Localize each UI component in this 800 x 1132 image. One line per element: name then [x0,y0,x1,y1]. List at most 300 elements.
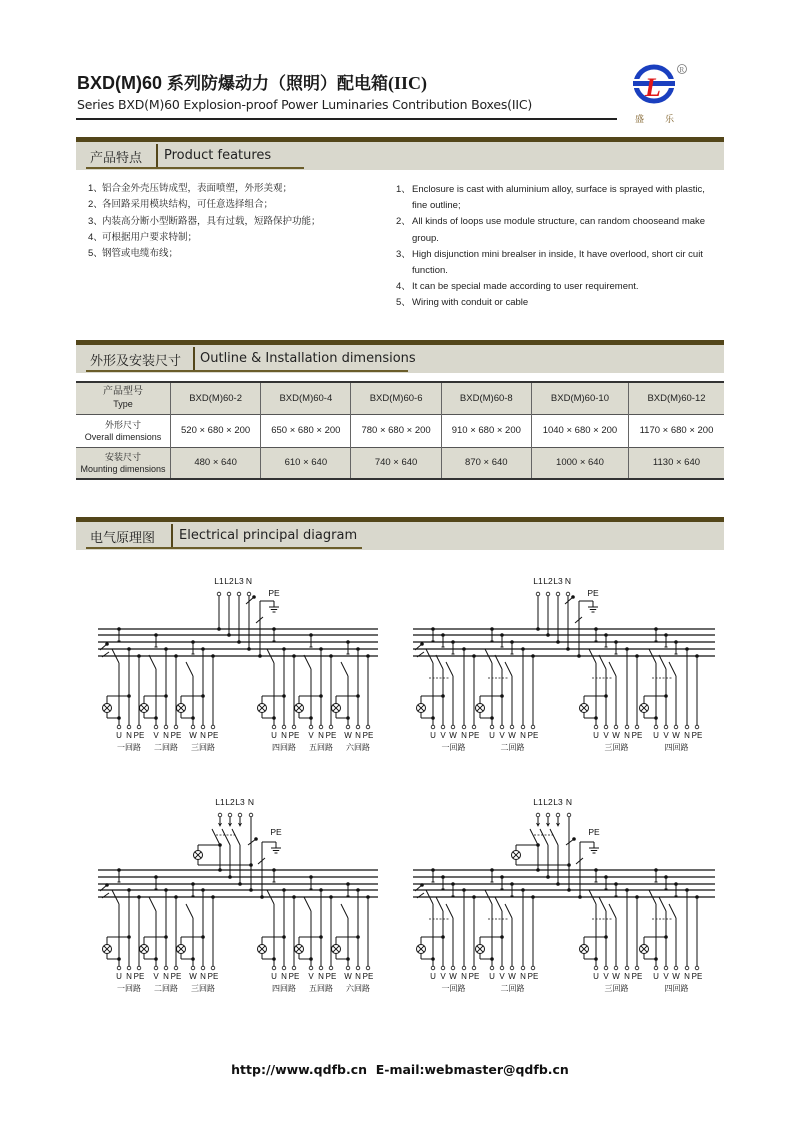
terminal [472,966,476,970]
table-row-type [76,382,724,414]
table-cell: BXD(M)60-12 [628,382,724,414]
terminal [635,966,639,970]
terminal-label: N [200,731,206,740]
terminal [282,725,286,729]
terminal-label: N [318,731,324,740]
feature-text: 钢管或电缆布线； [102,248,179,260]
title-divider [76,118,617,120]
logo-letter: L [645,73,661,102]
supply-label-l2: L2 [543,797,553,807]
terminal-label: N [684,731,690,740]
junction-dot [490,716,494,720]
terminal [329,725,333,729]
circuit-diagram-three-phase-main-breaker [405,790,725,1000]
junction-dot [201,694,205,698]
title-model: BXD(M)60 [77,73,163,93]
terminal [664,966,668,970]
terminal [292,966,296,970]
terminal-label: PE [170,972,182,981]
feature-number: 3、 [396,248,411,260]
terminal-label: W [612,972,620,981]
terminal [249,813,253,817]
terminal [594,966,598,970]
breaker-blade [505,662,512,676]
footer [0,1062,800,1077]
supply-label-n: N [247,797,255,807]
logo-icon [630,60,696,126]
terminal-label: W [672,972,680,981]
feature-text: High disjunction mini brealser in inside, It have overlood, short cir cuit function. [412,248,703,277]
breaker-blade [609,662,616,676]
row-label [76,414,171,447]
main-breaker-blade [222,829,230,845]
junction-dot [309,716,313,720]
junction-dot [594,716,598,720]
terminal [211,966,215,970]
feature-item [88,246,378,262]
pe-label: PE [588,827,600,837]
terminal [614,966,618,970]
circuit-name: 五回路 [309,743,333,752]
terminal [604,966,608,970]
circuit-name: 四回路 [664,984,689,993]
junction-dot [420,883,424,887]
junction-dot [356,694,360,698]
terminal-label: N [318,972,324,981]
row-label [76,447,171,479]
junction-dot [594,957,598,961]
terminal-label: U [593,972,599,981]
dimensions-table [76,381,724,480]
terminal [536,592,540,596]
terminal-label: U [116,731,122,740]
feature-item [88,214,378,230]
junction-dot [346,957,350,961]
logo-char-1: 盛 [635,115,645,125]
junction-dot [567,863,571,867]
feature-text: 各回路采用模块结构，可任意选择组合； [102,199,274,211]
junction-dot [272,957,276,961]
terminal [614,725,618,729]
breaker-blade [495,897,502,911]
circuit-diagram-three-phase-direct [405,570,725,760]
table-cell: 740 × 640 [351,447,441,479]
section-bar [76,137,724,142]
circuit-name: 一回路 [441,984,466,993]
junction-dot [154,716,158,720]
circuit-name: 四回路 [272,743,296,752]
breaker-blade [186,904,193,918]
section-title-cn: 电气原理图 [90,531,156,546]
terminal [356,725,360,729]
circuit-name: 三回路 [191,743,215,752]
table-cell: BXD(M)60-4 [261,382,351,414]
section-title-en: Electrical principal diagram [179,528,358,543]
terminal-label: N [163,972,169,981]
table-cell: 610 × 640 [261,447,351,479]
junction-dot [154,957,158,961]
terminal-label: N [281,972,287,981]
terminal-label: W [344,731,352,740]
junction-dot [282,694,286,698]
table-cell: 650 × 680 × 200 [261,414,351,447]
terminal [556,592,560,596]
main-breaker-blade [212,829,220,845]
terminal-label: V [153,731,159,740]
circuit-name: 六回路 [346,743,370,752]
terminal [521,966,525,970]
feature-item [396,279,726,295]
junction-dot [431,957,435,961]
table-cell: 1000 × 640 [531,447,628,479]
terminal-label: U [271,731,277,740]
terminal-label: V [308,731,314,740]
junction-dot [578,895,582,899]
circuit-name: 一回路 [117,743,141,752]
terminal-label: N [624,972,630,981]
junction-dot [604,935,608,939]
terminal [674,966,678,970]
terminal [441,966,445,970]
table-cell: 780 × 680 × 200 [351,414,441,447]
supply-label-n: N [245,576,253,586]
pe-label: PE [270,827,282,837]
terminal [191,725,195,729]
junction-dot [238,882,242,886]
junction-dot [420,642,424,646]
junction-dot [654,957,658,961]
section-separator [156,144,158,167]
junction-dot [227,633,231,637]
supply-label-l2: L2 [224,576,234,586]
table-cell: BXD(M)60-2 [171,382,261,414]
terminal-label: U [116,972,122,981]
terminal [127,966,131,970]
feature-item [88,181,378,197]
section-header-dimensions [76,340,724,373]
main-breaker-blade [540,829,548,845]
terminal-label: PE [631,731,643,740]
terminal [431,725,435,729]
terminal-label: PE [288,972,300,981]
page-title-cn [77,69,427,94]
features-list-en [396,182,726,312]
company-logo [630,60,696,126]
row-label-cn: 安装尺寸 [104,451,141,462]
terminal [319,966,323,970]
feature-number: 3、 [88,215,103,227]
breaker-blade [505,904,512,918]
section-separator [171,524,173,547]
terminal [510,725,514,729]
breaker-blade [341,662,348,676]
feature-number: 5、 [88,248,103,260]
email-link[interactable]: E-mail:webmaster@qdfb.cn [375,1062,569,1077]
terminal [201,725,205,729]
breaker-blade [669,662,676,676]
junction-dot [577,654,581,658]
terminal [654,725,658,729]
feature-number: 5、 [396,297,411,309]
row-label [76,382,171,414]
circuit-name: 一回路 [441,743,466,752]
supply-label-l3: L3 [234,576,244,586]
registered-mark: R [679,66,685,74]
terminal [685,966,689,970]
terminal [201,966,205,970]
junction-dot [218,868,222,872]
junction-dot [536,627,540,631]
breaker-blade [669,904,676,918]
supply-label-l1: L1 [533,576,543,586]
terminal [237,592,241,596]
section-title-cn: 产品特点 [90,151,143,166]
junction-dot [654,716,658,720]
terminal-label: U [489,972,495,981]
terminal [127,725,131,729]
terminal [174,725,178,729]
junction-dot [356,935,360,939]
terminal [164,725,168,729]
terminal-label: U [593,731,599,740]
junction-dot [191,957,195,961]
breaker-blade [495,655,502,669]
breaker-blade [341,904,348,918]
junction-dot [546,875,550,879]
title-name: 系列防爆动力（照明）配电箱 [167,74,389,94]
supply-label-l3: L3 [553,576,563,586]
junction-dot [566,647,570,651]
table-cell: 910 × 680 × 200 [441,414,531,447]
terminal [695,725,699,729]
junction-dot [536,868,540,872]
terminal [531,966,535,970]
terminal-label: V [603,731,609,740]
main-breaker-blade [550,829,558,845]
section-bar [76,517,724,522]
terminal-label: PE [133,731,145,740]
terminal-label: V [440,972,446,981]
circuit-diagram-single-phase-main-breaker [90,790,390,1000]
terminal-label: N [126,731,132,740]
terminal-label: PE [288,731,300,740]
terminal [674,725,678,729]
supply-label-l1: L1 [215,797,225,807]
terminal [685,725,689,729]
terminal [309,725,313,729]
breaker-blade [149,655,156,669]
terminal [500,725,504,729]
terminal-label: U [430,972,436,981]
junction-dot [567,888,571,892]
terminal [521,725,525,729]
terminal-label: N [126,972,132,981]
terminal [137,725,141,729]
feature-text: 铝合金外壳压铸成型，表面喷塑，外形美观； [102,183,293,194]
junction-dot [571,595,575,599]
terminal-label: PE [133,972,145,981]
circuit-name: 三回路 [604,984,629,993]
terminal [164,966,168,970]
logo-char-2: 乐 [665,115,675,125]
terminal [272,725,276,729]
terminal-label: U [653,972,659,981]
table-cell: 870 × 640 [441,447,531,479]
terminal [625,966,629,970]
terminal [531,725,535,729]
circuit-name: 六回路 [346,984,370,993]
junction-dot [201,935,205,939]
terminal-label: PE [325,972,337,981]
feature-number: 2、 [396,216,411,228]
junction-dot [117,716,121,720]
junction-dot [272,716,276,720]
table-cell: 1040 × 680 × 200 [531,414,628,447]
terminal-label: PE [527,972,539,981]
junction-dot [191,716,195,720]
junction-dot [254,837,258,841]
row-label-en: Mounting dimensions [80,463,166,474]
terminal-label: U [271,972,277,981]
breaker-blade [446,904,453,918]
pe-label: PE [587,588,599,598]
junction-dot [490,957,494,961]
row-label-en: Overall dimensions [84,431,162,442]
terminal [154,725,158,729]
junction-dot [117,957,121,961]
circuit-name: 二回路 [500,984,525,993]
feature-text: Enclosure is cast with aluminium alloy, surface is sprayed with plastic, fine outline; [412,184,705,212]
circuit-name: 二回路 [500,743,525,752]
feature-number: 4、 [88,231,103,243]
breaker-blade [436,655,443,669]
terminal-label: PE [468,972,480,981]
terminal-label: PE [527,731,539,740]
terminal [462,966,466,970]
terminal [490,966,494,970]
breaker-blade [599,897,606,911]
junction-dot [249,888,253,892]
row-label-en: Type [113,399,133,410]
terminal [566,592,570,596]
circuit-name: 四回路 [664,743,689,752]
terminal-label: U [653,731,659,740]
terminal-label: PE [170,731,182,740]
terminal [137,966,141,970]
junction-dot [441,694,445,698]
junction-dot [346,716,350,720]
terminal-label: V [663,731,669,740]
feature-item [396,214,726,246]
terminal-label: N [461,731,467,740]
terminal [625,725,629,729]
circuit-name: 四回路 [272,984,296,993]
row-label-cn: 产品型号 [103,386,143,398]
feature-number: 4、 [396,281,411,293]
title-class: (IIC) [388,73,428,93]
table-row-overall [76,414,724,447]
junction-dot [546,633,550,637]
table-cell: BXD(M)60-8 [441,382,531,414]
junction-dot [282,935,286,939]
terminal-label: PE [207,972,219,981]
circuit-name: 三回路 [191,984,215,993]
terminal-label: V [440,731,446,740]
terminal [174,966,178,970]
supply-label-n: N [564,576,572,586]
section-separator [193,347,195,370]
section-underline [86,370,408,372]
junction-dot [127,935,131,939]
section-header-diagram [76,517,724,550]
terminal-label: V [603,972,609,981]
feature-number: 1、 [396,184,411,195]
table-cell: BXD(M)60-10 [531,382,628,414]
terminal [228,813,232,817]
breaker-blade [446,662,453,676]
terminal [490,725,494,729]
website-link[interactable]: http://www.qdfb.cn [231,1062,368,1077]
junction-dot [556,640,560,644]
row-label-cn: 外形尺寸 [104,419,141,430]
section-header-features [76,137,724,170]
terminal [191,966,195,970]
circuit-name: 二回路 [154,984,178,993]
features-list-cn [88,181,378,262]
supply-label-l2: L2 [543,576,553,586]
section-underline [86,547,362,549]
terminal-label: N [281,731,287,740]
junction-dot [127,694,131,698]
terminal [695,966,699,970]
terminal [154,966,158,970]
feature-text: Wiring with conduit or cable [412,297,529,309]
junction-dot [500,694,504,698]
feature-item [88,230,378,246]
feature-text: 内装高分断小型断路器，具有过载，短路保护功能； [102,215,321,227]
terminal [366,966,370,970]
breaker-blade [304,897,311,911]
terminal-label: W [189,972,197,981]
terminal-label: V [499,972,505,981]
junction-dot [105,642,109,646]
terminal [319,725,323,729]
junction-dot [260,895,264,899]
supply-label-l3: L3 [235,797,245,807]
terminal [211,725,215,729]
terminal-label: U [489,731,495,740]
terminal-label: N [355,731,361,740]
junction-dot [664,935,668,939]
section-title-en: Product features [164,148,272,163]
table-row-mounting [76,447,724,479]
terminal [247,592,251,596]
terminal-label: PE [468,731,480,740]
terminal-label: PE [362,972,374,981]
terminal-label: PE [631,972,643,981]
terminal [217,592,221,596]
main-breaker-blade [530,829,538,845]
junction-dot [431,716,435,720]
terminal-label: V [499,731,505,740]
terminal-label: W [449,731,457,740]
junction-dot [604,694,608,698]
terminal [282,966,286,970]
terminal [546,813,550,817]
terminal [594,725,598,729]
terminal [117,966,121,970]
terminal [218,813,222,817]
